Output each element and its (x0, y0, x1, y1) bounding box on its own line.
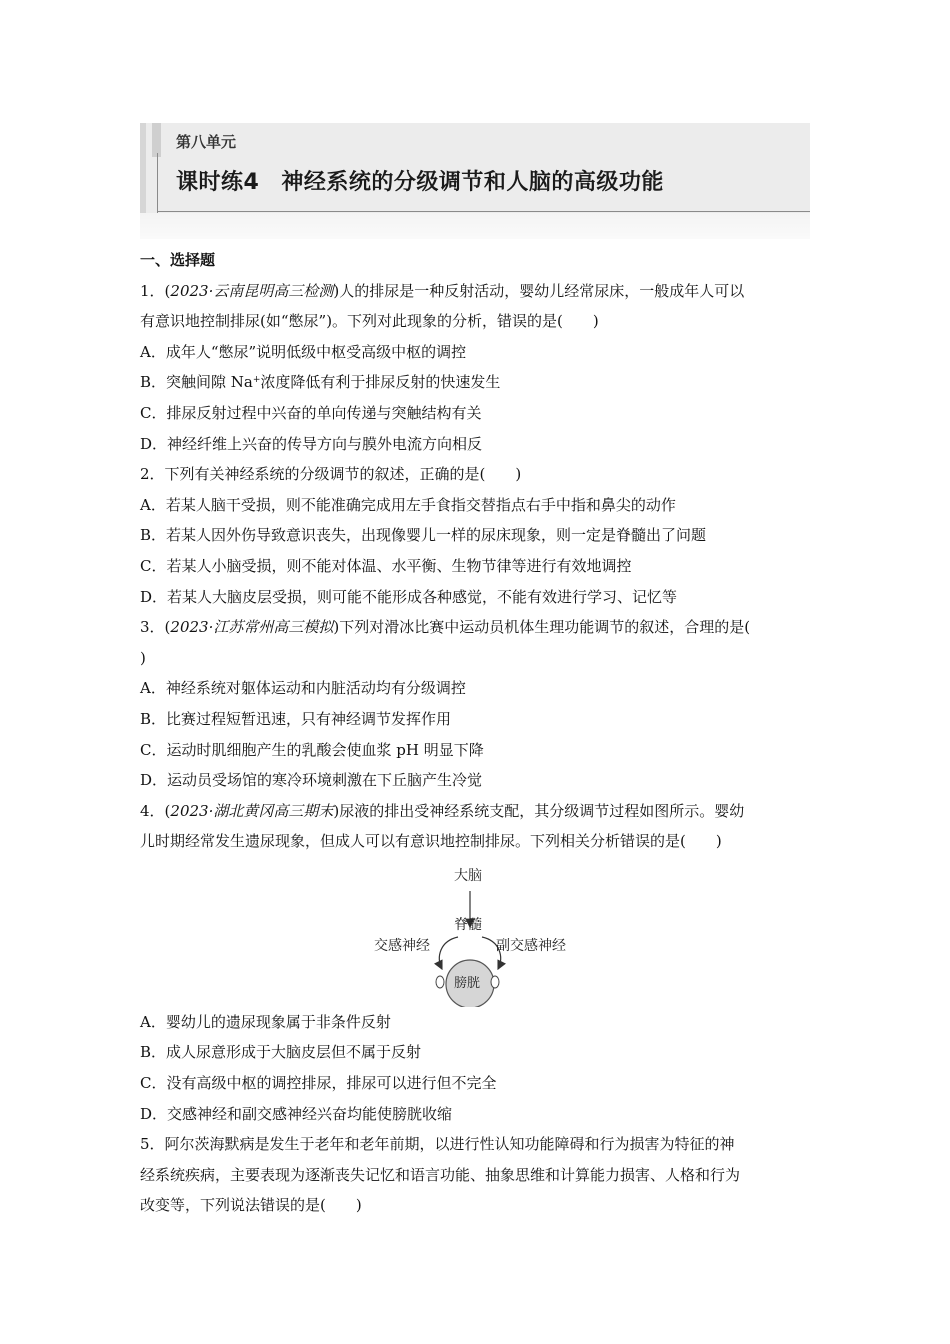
right-ganglion (491, 976, 499, 988)
question-3-option-c: C．运动时肌细胞产生的乳酸会使血浆 pH 明显下降 (140, 740, 484, 759)
banner-frame-line-horizontal (157, 211, 810, 212)
lesson-topic: 神经系统的分级调节和人脑的高级功能 (281, 170, 664, 195)
banner-bottom-band (140, 213, 810, 239)
question-source: 2023·云南昆明高三检测 (170, 281, 334, 300)
question-4-stem-line-1: 4．(2023·湖北黄冈高三期末)尿液的排出受神经系统支配，其分级调节过程如图所示。婴幼 (140, 801, 745, 820)
urination-control-diagram (140, 857, 812, 1007)
label-sympathetic-nerve: 交感神经 (374, 937, 430, 954)
question-3-option-d: D．运动员受场馆的寒冷环境刺激在下丘脑产生冷觉 (140, 771, 483, 790)
question-1-stem-line-2: 有意识地控制排尿(如“憋尿”)。下列对此现象的分析，错误的是( ) (140, 312, 599, 331)
question-4-option-b: B．成人尿意形成于大脑皮层但不属于反射 (140, 1043, 422, 1062)
question-1 (140, 276, 812, 460)
question-2-stem: 2．下列有关神经系统的分级调节的叙述，正确的是( ) (140, 465, 522, 484)
question-source: 2023·湖北黄冈高三期末 (170, 801, 334, 820)
question-2 (140, 459, 812, 612)
section-title: 一、选择题 (140, 251, 216, 269)
question-2-option-d: D．若某人大脑皮层受损，则可能不能形成各种感觉，不能有效进行学习、记忆等 (140, 587, 678, 606)
question-5 (140, 1129, 812, 1221)
question-3 (140, 612, 812, 796)
banner-accent-stripe (152, 123, 161, 157)
question-5-stem-line-3: 改变等，下列说法错误的是( ) (140, 1196, 362, 1215)
question-1-option-a: A．成年人“憋尿”说明低级中枢受高级中枢的调控 (140, 342, 467, 361)
question-4-option-c: C．没有高级中枢的调控排尿，排尿可以进行但不完全 (140, 1074, 497, 1093)
question-4-option-a: A．婴幼儿的遗尿现象属于非条件反射 (140, 1012, 391, 1031)
label-spinal-cord: 脊髓 (454, 916, 482, 933)
question-4-option-d: D．交感神经和副交感神经兴奋均能使膀胱收缩 (140, 1104, 453, 1123)
question-3-stem-line-2: ) (140, 648, 146, 667)
sympathetic-nerve-curve (439, 937, 458, 969)
question-1-option-c: C．排尿反射过程中兴奋的单向传递与突触结构有关 (140, 403, 482, 422)
label-brain: 大脑 (454, 867, 482, 884)
question-5-stem-line-2: 经系统疾病，主要表现为逐渐丧失记忆和语言功能、抽象思维和计算能力损害、人格和行为 (140, 1165, 741, 1184)
question-1-option-d: D．神经纤维上兴奋的传导方向与膜外电流方向相反 (140, 434, 483, 453)
worksheet-content (140, 245, 812, 1221)
question-1-stem-line-1: 1．(2023·云南昆明高三检测)人的排尿是一种反射活动，婴幼儿经常尿床，一般成年人可以 (140, 281, 745, 300)
lesson-number: 课时练4 (176, 170, 260, 195)
lesson-header-banner (140, 123, 810, 238)
question-2-option-b: B．若某人因外伤导致意识丧失，出现像婴儿一样的尿床现象，则一定是脊髓出了问题 (140, 526, 707, 545)
question-1-option-b: B．突触间隙 Na+浓度降低有利于排尿反射的快速发生 (140, 373, 501, 392)
question-2-option-c: C．若某人小脑受损，则不能对体温、水平衡、生物节律等进行有效地调控 (140, 556, 632, 575)
unit-label: 第八单元 (176, 133, 237, 151)
banner-frame-line-vertical (157, 153, 158, 213)
question-2-option-a: A．若某人脑干受损，则不能准确完成用左手食指交替指点右手中指和鼻尖的动作 (140, 495, 676, 514)
question-3-option-b: B．比赛过程短暂迅速，只有神经调节发挥作用 (140, 709, 452, 728)
question-3-stem-line-1: 3．(2023·江苏常州高三模拟)下列对滑冰比赛中运动员机体生理功能调节的叙述，合理的是( (140, 618, 751, 637)
question-4-stem-line-2: 儿时期经常发生遗尿现象，但成人可以有意识地控制排尿。下列相关分析错误的是( ) (140, 832, 722, 851)
label-bladder: 膀胱 (454, 975, 481, 991)
question-3-option-a: A．神经系统对躯体运动和内脏活动均有分级调控 (140, 679, 466, 698)
label-parasympathetic-nerve: 副交感神经 (496, 937, 566, 954)
left-ganglion (436, 976, 444, 988)
banner-left-bar (140, 123, 146, 213)
question-5-stem-line-1: 5．阿尔茨海默病是发生于老年和老年前期，以进行性认知功能障碍和行为损害为特征的神 (140, 1135, 735, 1154)
question-4 (140, 796, 812, 1130)
question-source: 2023·江苏常州高三模拟 (170, 618, 334, 637)
lesson-title (176, 165, 664, 196)
